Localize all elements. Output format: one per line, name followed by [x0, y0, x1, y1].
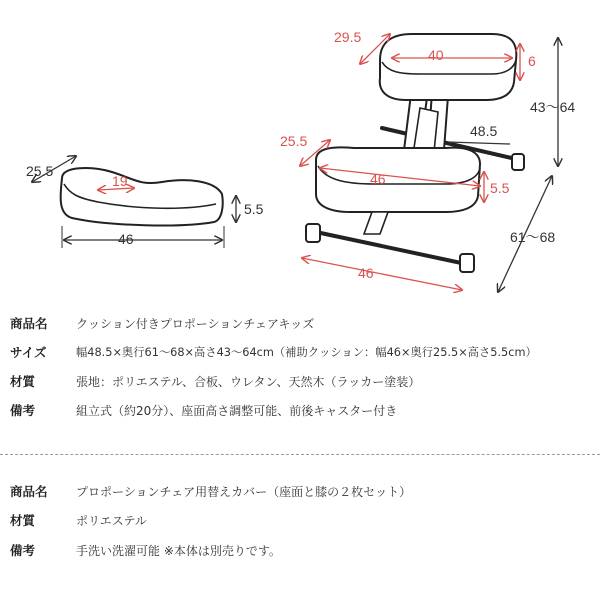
spec-value-notes-2: 手洗い洗濯可能 ※本体は別売りです。: [76, 544, 281, 558]
spec-row-size: [0, 341, 600, 365]
spec-row-material: [0, 370, 600, 394]
spec-row-notes-2: [0, 539, 600, 563]
spec-value-material-2: ポリエステル: [76, 514, 147, 528]
dim-back-cushion-depth: 29.5: [334, 29, 362, 45]
spec-row-name: [0, 312, 600, 336]
dim-base-width-top: 48.5: [470, 123, 498, 139]
spec-value-size: 幅48.5×奥行61～68×高さ43～64cm（補助クッション：幅46×奥行25.5×高さ5.5cm）: [76, 346, 537, 359]
dim-aux-cushion-height: 5.5: [244, 201, 264, 217]
dim-seat-height: 5.5: [490, 180, 510, 196]
dim-seat-depth: 25.5: [280, 133, 308, 149]
dim-back-cushion-height: 6: [528, 53, 536, 69]
spec-label-notes-2: 備考: [10, 543, 36, 558]
dim-aux-cushion-depth: 25.5: [26, 163, 54, 179]
spec-label-name: 商品名: [10, 316, 48, 331]
dim-seat-width: 46: [370, 171, 386, 187]
dim-back-cushion-width: 40: [428, 47, 444, 63]
spec-label-name-2: 商品名: [10, 484, 48, 499]
spec-label-notes: 備考: [10, 403, 36, 418]
spec-row-name-2: [0, 480, 600, 504]
dim-aux-cushion-width: 46: [118, 231, 134, 247]
spec-label-material-2: 材質: [10, 513, 36, 528]
spec-label-material: 材質: [10, 374, 36, 389]
spec-value-notes: 組立式（約20分）、座面高さ調整可能、前後キャスター付き: [76, 404, 398, 418]
spec-value-name: クッション付きプロポーションチェアキッズ: [76, 317, 315, 331]
spec-row-notes: [0, 399, 600, 423]
spec-value-name-2: プロポーションチェア用替えカバー（座面と膝の２枚セット）: [76, 485, 412, 499]
dim-total-height: 43～64: [530, 99, 576, 115]
spec-label-size: サイズ: [10, 345, 47, 360]
spec-value-material: 張地：ポリエステル、合板、ウレタン、天然木（ラッカー塗装）: [76, 375, 421, 389]
aux-cushion-illustration: [61, 168, 223, 225]
spec-row-material-2: [0, 509, 600, 533]
chair-illustration: [306, 34, 524, 272]
dim-total-depth: 61～68: [510, 229, 556, 245]
dim-aux-cushion-inner: 19: [112, 173, 128, 189]
dim-base-width: 46: [358, 265, 374, 281]
section-divider: [0, 454, 600, 455]
